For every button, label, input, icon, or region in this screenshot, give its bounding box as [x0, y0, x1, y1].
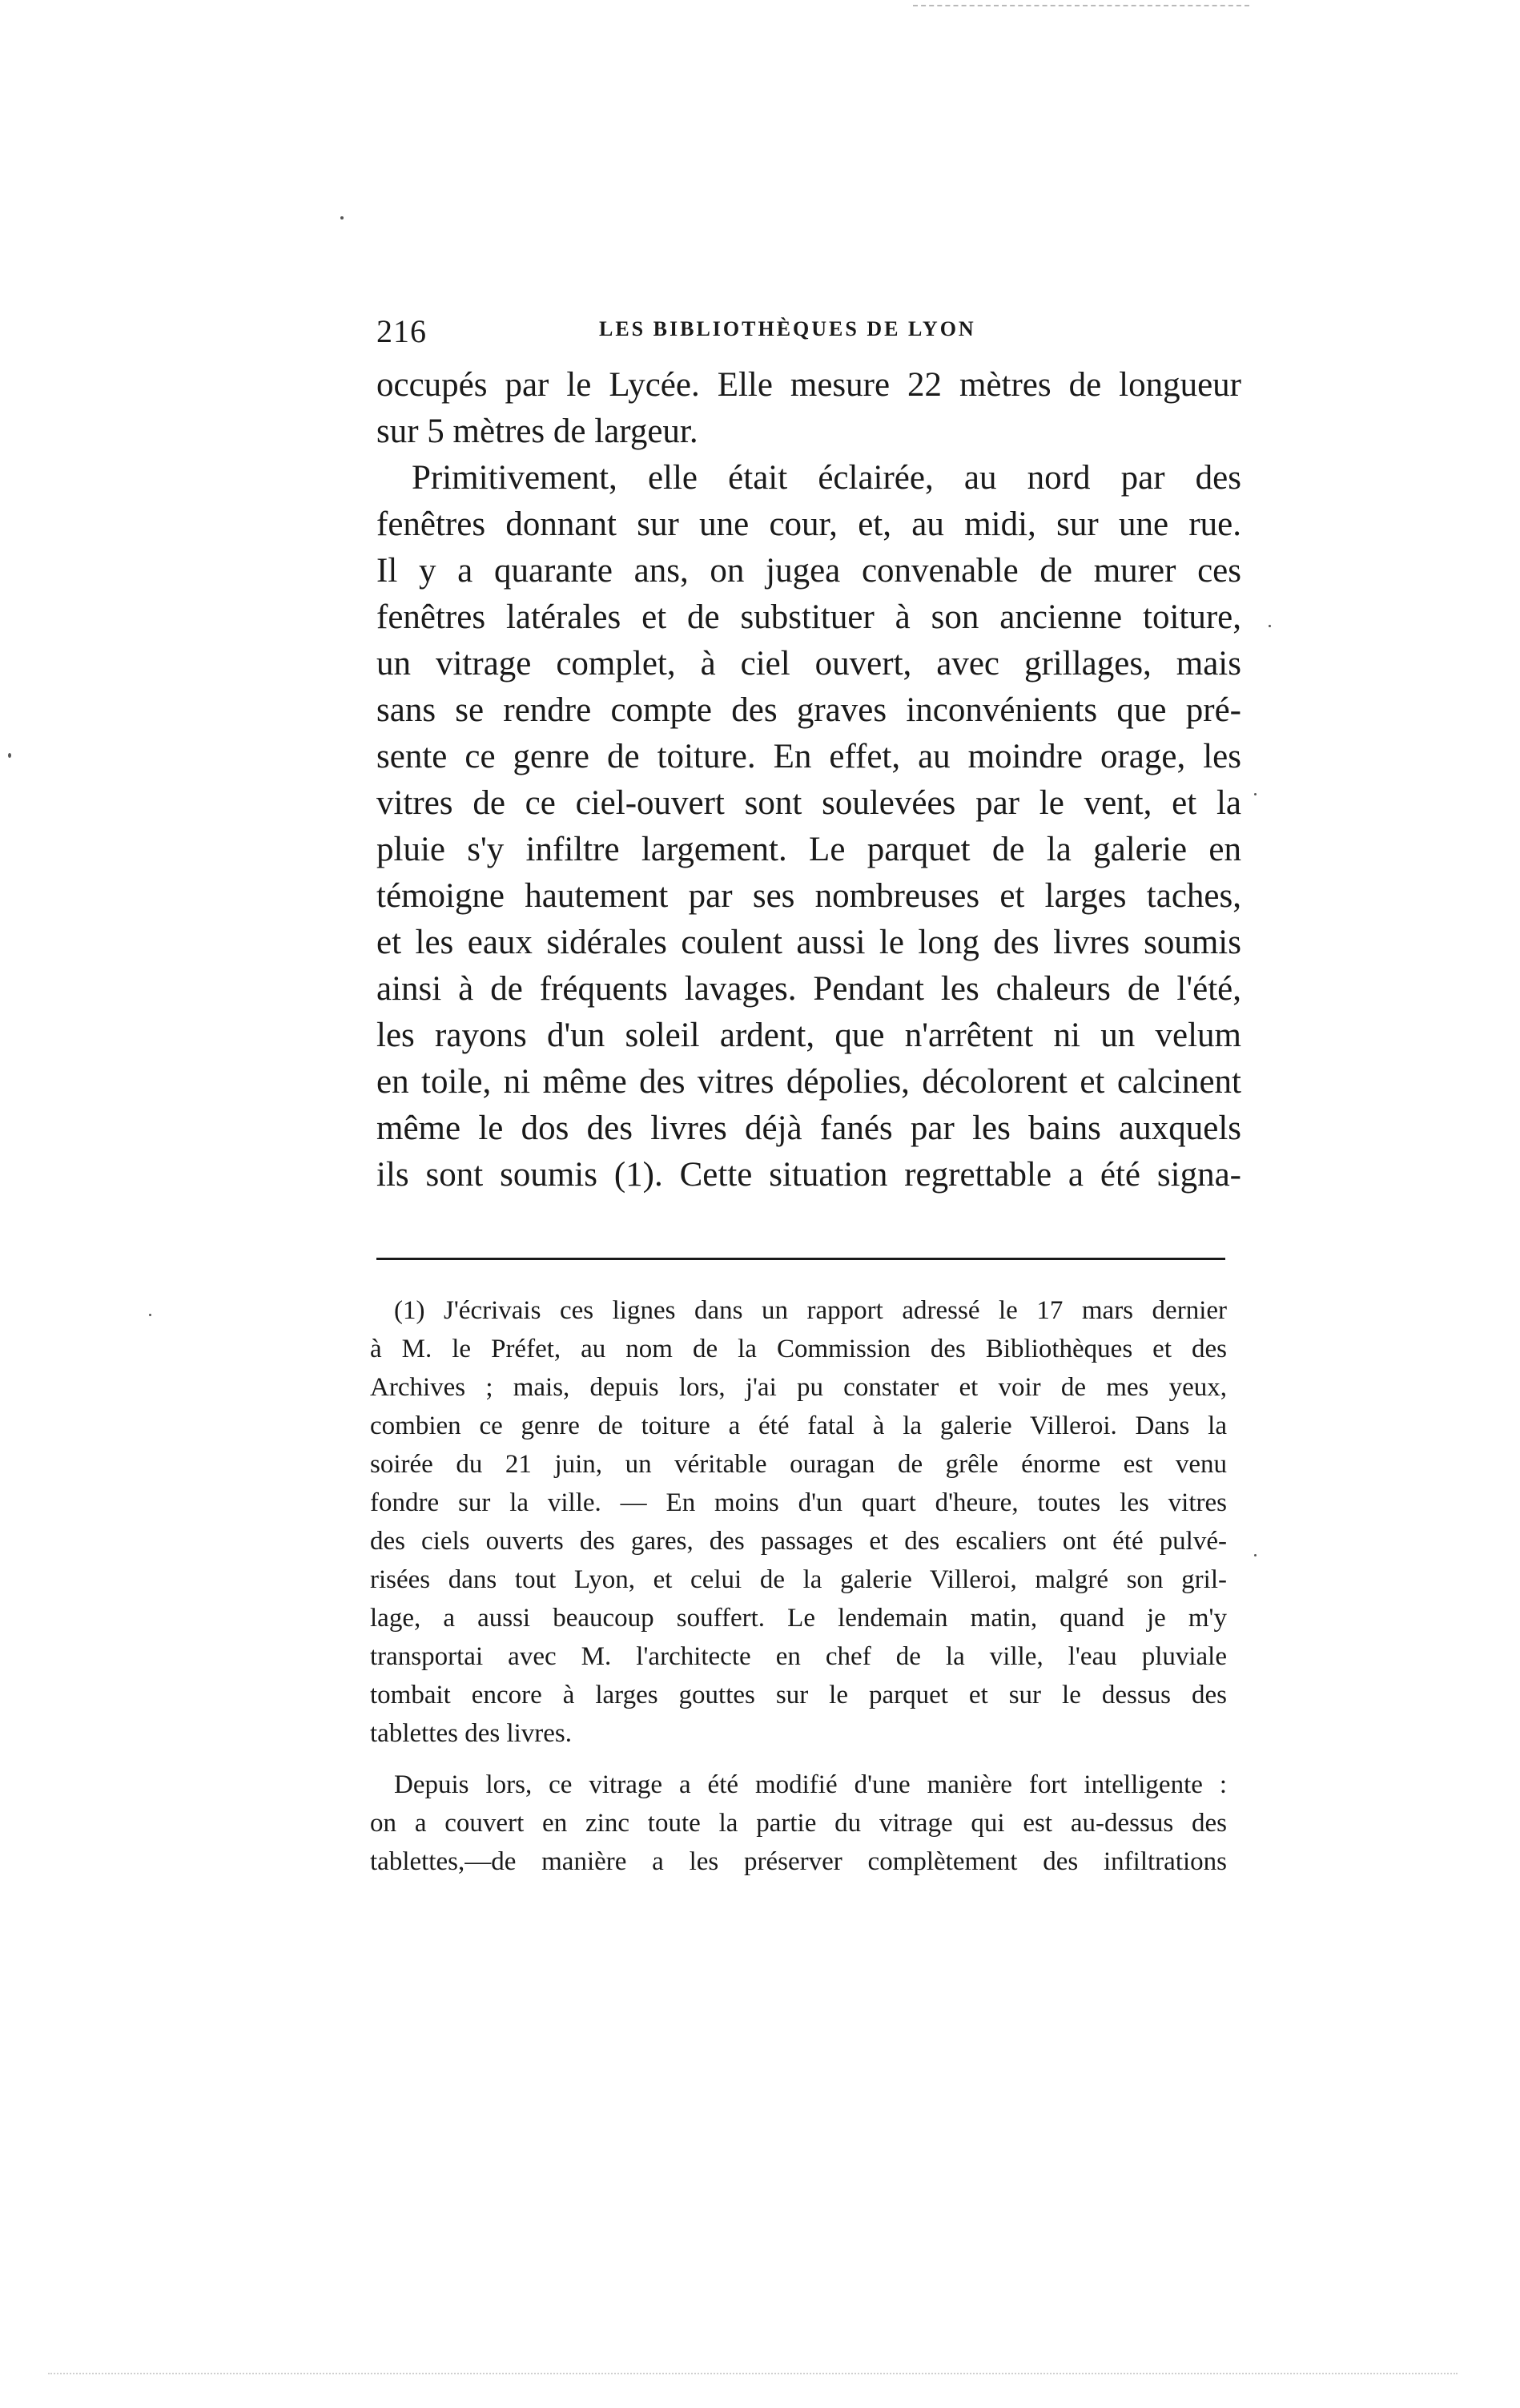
body-line: ils sont soumis (1). Cette situation regrettable a été signa-	[376, 1156, 1241, 1194]
body-line: même le dos des livres déjà fanés par les bains auxquels	[376, 1109, 1241, 1147]
body-line: pluie s'y infiltre largement. Le parquet de la galerie en	[376, 831, 1241, 868]
footnote-line: soirée du 21 juin, un véritable ouragan de grêle énorme est venu	[370, 1450, 1227, 1479]
body-line: fenêtres latérales et de substituer à son ancienne toiture,	[376, 598, 1241, 636]
body-line: Il y a quarante ans, on jugea convenable de murer ces	[376, 552, 1241, 590]
body-line: les rayons d'un soleil ardent, que n'arrêtent ni un velum	[376, 1017, 1241, 1054]
body-line: Primitivement, elle était éclairée, au nord par des	[412, 459, 1241, 497]
footnote-line: Archives ; mais, depuis lors, j'ai pu constater et voir de mes yeux,	[370, 1373, 1227, 1402]
bottom-scan-noise	[48, 2373, 1458, 2374]
running-head	[376, 312, 1241, 352]
scan-speck	[8, 753, 11, 758]
body-line: occupés par le Lycée. Elle mesure 22 mètres de longueur	[376, 366, 1241, 404]
footnote-line: risées dans tout Lyon, et celui de la galerie Villeroi, malgré son gril-	[370, 1565, 1227, 1594]
body-line: sans se rendre compte des graves inconvénients que pré-	[376, 691, 1241, 729]
body-line: sur 5 mètres de largeur.	[376, 413, 698, 450]
body-line: un vitrage complet, à ciel ouvert, avec grillages, mais	[376, 645, 1241, 683]
footnote-1	[370, 1291, 1227, 1753]
footnote-line: (1) J'écrivais ces lignes dans un rapport adressé le 17 mars dernier	[394, 1296, 1227, 1325]
scan-speck	[1254, 1554, 1257, 1556]
body-line: témoigne hautement par ses nombreuses et larges taches,	[376, 877, 1241, 915]
footnote-line: à M. le Préfet, au nom de la Commission des Bibliothèques et des	[370, 1335, 1227, 1363]
footnotes	[370, 1291, 1227, 1881]
running-title: LES BIBLIOTHÈQUES DE LYON	[599, 317, 976, 340]
scan-speck	[340, 216, 344, 219]
footnote-line: Depuis lors, ce vitrage a été modifié d'une manière fort intelligente :	[394, 1770, 1227, 1799]
body-line: ainsi à de fréquents lavages. Pendant les chaleurs de l'été,	[376, 970, 1241, 1008]
footnote-line: on a couvert en zinc toute la partie du vitrage qui est au-dessus des	[370, 1809, 1227, 1838]
footnote-line: fondre sur la ville. — En moins d'un quart d'heure, toutes les vitres	[370, 1488, 1227, 1517]
page-number: 216	[376, 313, 427, 349]
footnote-line: tablettes,—de manière a les préserver complètement des infiltrations	[370, 1847, 1227, 1876]
body-line: vitres de ce ciel-ouvert sont soulevées par le vent, et la	[376, 784, 1241, 822]
footnote-line: lage, a aussi beaucoup souffert. Le lendemain matin, quand je m'y	[370, 1604, 1227, 1633]
footnote-separator	[376, 1258, 1225, 1260]
top-scan-rule	[913, 5, 1249, 6]
scan-speck	[1269, 625, 1271, 627]
body-text	[376, 362, 1241, 1198]
footnote-line: des ciels ouverts des gares, des passages et des escaliers ont été pulvé-	[370, 1527, 1227, 1556]
footnote-line: transportai avec M. l'architecte en chef de la ville, l'eau pluviale	[370, 1642, 1227, 1671]
scan-speck	[149, 1314, 151, 1316]
body-line: fenêtres donnant sur une cour, et, au midi, sur une rue.	[376, 505, 1241, 543]
scan-speck	[1254, 793, 1257, 795]
footnote-line: combien ce genre de toiture a été fatal à la galerie Villeroi. Dans la	[370, 1411, 1227, 1440]
footnote-line: tablettes des livres.	[370, 1719, 573, 1748]
footnote-continuation	[370, 1766, 1227, 1881]
footnote-line: tombait encore à larges gouttes sur le parquet et sur le dessus des	[370, 1681, 1227, 1709]
body-line: en toile, ni même des vitres dépolies, décolorent et calcinent	[376, 1063, 1241, 1101]
body-line: et les eaux sidérales coulent aussi le long des livres soumis	[376, 924, 1241, 961]
body-line: sente ce genre de toiture. En effet, au moindre orage, les	[376, 738, 1241, 775]
